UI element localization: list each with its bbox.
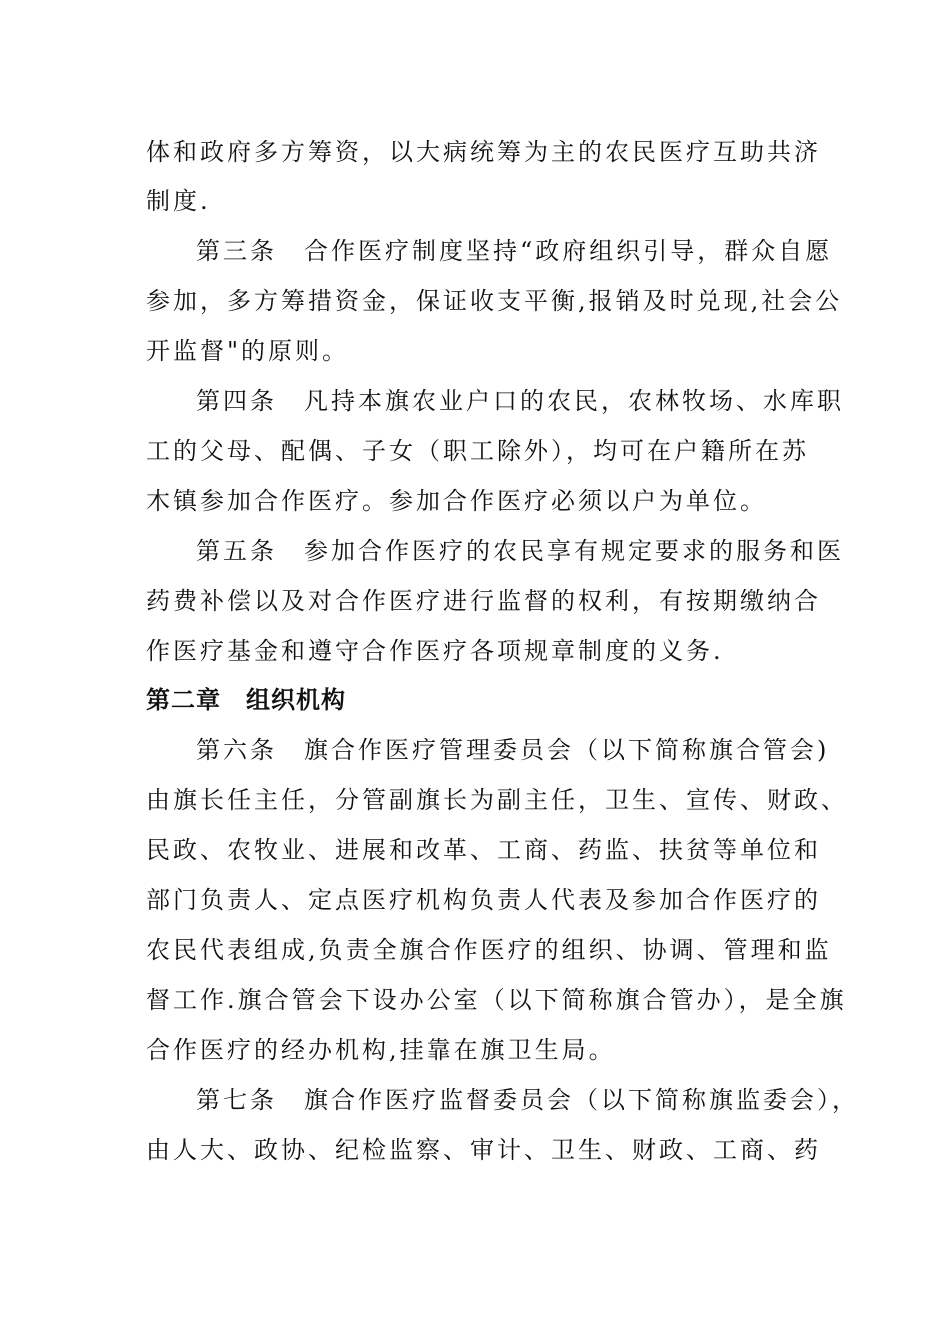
text-line: 开监督"的原则。 xyxy=(146,337,350,365)
article-4-line: 第四条 凡持本旗农业户口的农民，农林牧场、水库职 xyxy=(196,387,844,415)
article-6-line: 第六条 旗合作医疗管理委员会（以下简称旗合管会) xyxy=(196,736,830,764)
text-line: 工的父母、配偶、子女（职工除外），均可在户籍所在苏 xyxy=(146,437,809,465)
text-line: 由人大、政协、纪检监察、审计、卫生、财政、工商、药 xyxy=(146,1136,821,1164)
text-line: 由旗长任主任，分管副旗长为副主任，卫生、宣传、财政、 xyxy=(146,786,848,814)
text-line: 制度. xyxy=(146,187,211,215)
text-line: 合作医疗的经办机构,挂靠在旗卫生局。 xyxy=(146,1036,616,1064)
text-line: 参加，多方筹措资金，保证收支平衡,报销及时兑现,社会公 xyxy=(146,287,843,315)
text-line: 体和政府多方筹资，以大病统筹为主的农民医疗互助共济 xyxy=(146,138,821,166)
article-7-line: 第七条 旗合作医疗监督委员会（以下简称旗监委会）， xyxy=(196,1086,859,1114)
article-3-line: 第三条 合作医疗制度坚持“政府组织引导，群众自愿 xyxy=(196,237,833,265)
text-line: 农民代表组成,负责全旗合作医疗的组织、协调、管理和监 xyxy=(146,936,832,964)
text-line: 药费补偿以及对合作医疗进行监督的权利，有按期缴纳合 xyxy=(146,587,821,615)
chapter-heading: 第二章 组织机构 xyxy=(146,686,346,714)
text-line: 部门负责人、定点医疗机构负责人代表及参加合作医疗的 xyxy=(146,886,821,914)
text-line: 督工作.旗合管会下设办公室（以下简称旗合管办），是全旗 xyxy=(146,986,847,1014)
text-line: 木镇参加合作医疗。参加合作医疗必须以户为单位。 xyxy=(146,487,767,515)
text-line: 民政、农牧业、进展和改革、工商、药监、扶贫等单位和 xyxy=(146,836,821,864)
article-5-line: 第五条 参加合作医疗的农民享有规定要求的服务和医 xyxy=(196,537,844,565)
text-line: 作医疗基金和遵守合作医疗各项规章制度的义务. xyxy=(146,637,724,665)
